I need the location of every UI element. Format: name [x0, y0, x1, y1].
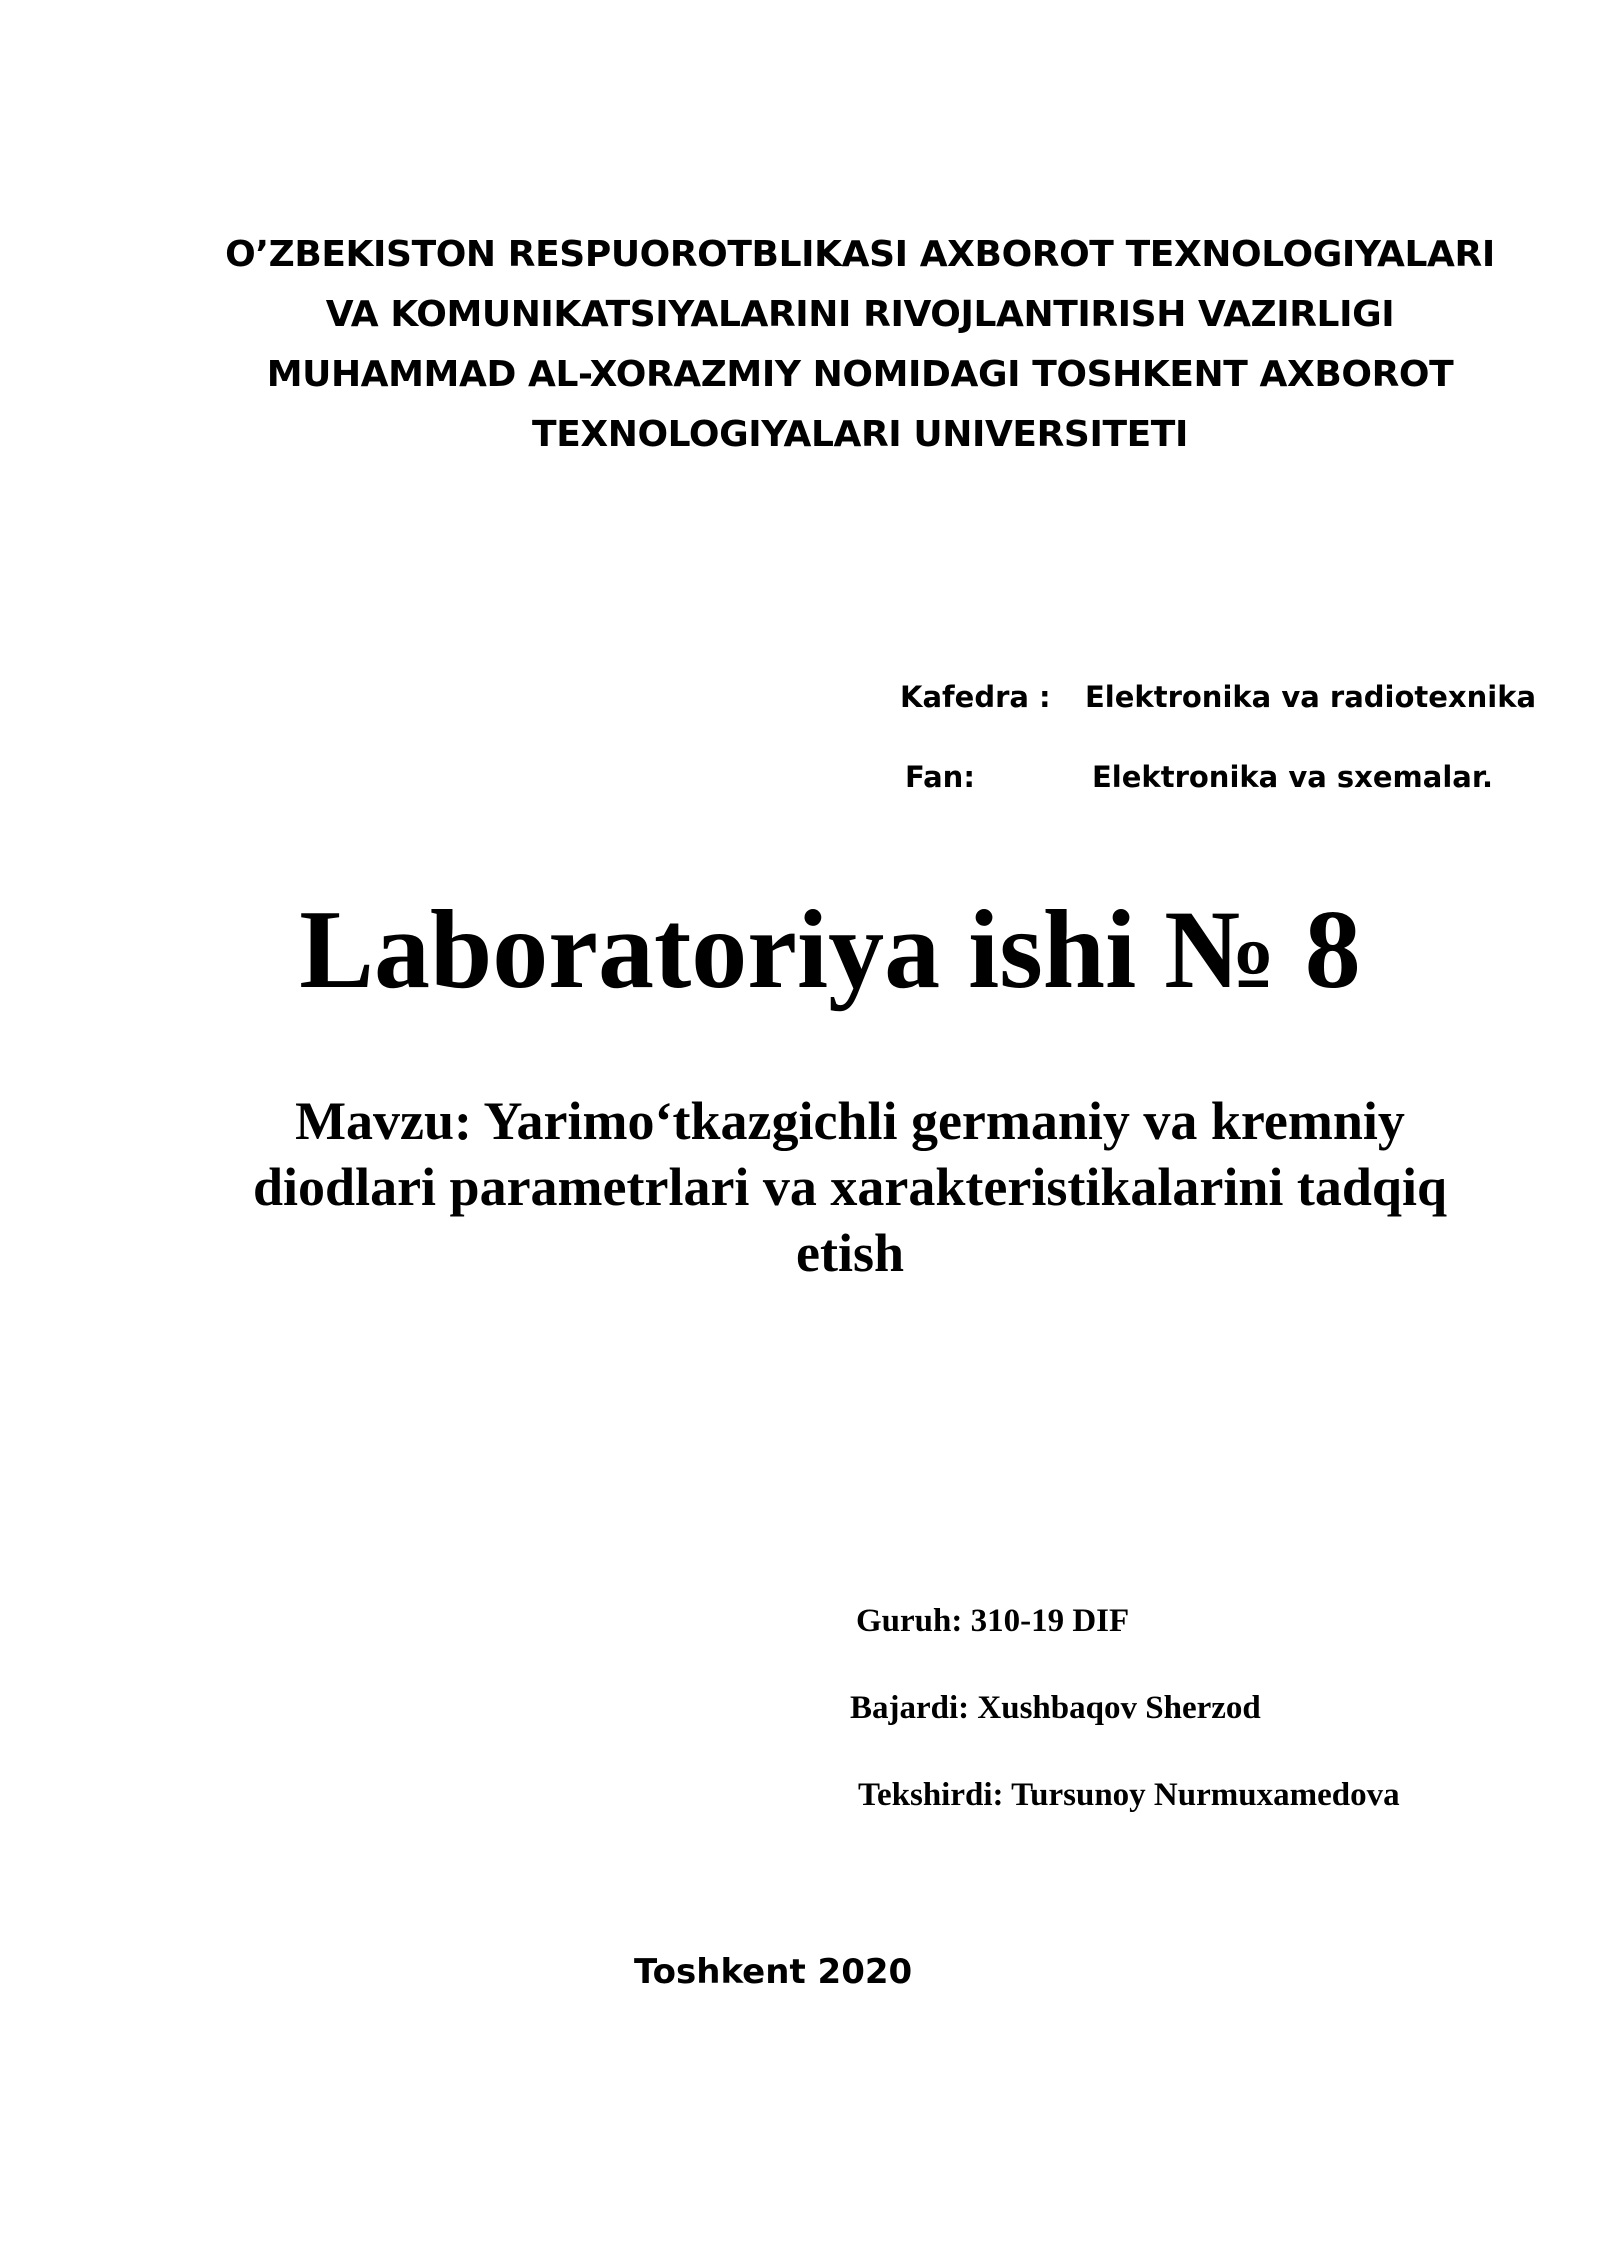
performer-info: Bajardi: Xushbaqov Sherzod	[850, 1690, 1261, 1726]
group-info: Guruh: 310-19 DIF	[856, 1603, 1130, 1639]
header-line: VA KOMUNIKATSIYALARINI RIVOJLANTIRISH VAZIRLIGI	[325, 294, 1395, 335]
header-line: O’ZBEKISTON RESPUOROTBLIKASI AXBOROT TEXNOLOGIYALARI	[225, 234, 1495, 275]
topic-line: diodlari parametrlari va xarakteristikalarini tadqiq	[253, 1157, 1447, 1217]
fan-row	[0, 760, 1600, 800]
checker-info: Tekshirdi: Tursunoy Nurmuxamedova	[858, 1777, 1400, 1813]
topic-line: Mavzu: Yarimo‘tkazgichli germaniy va kremniy	[295, 1091, 1405, 1151]
kafedra-value: Elektronika va radiotexnika	[1085, 680, 1537, 714]
kafedra-row	[0, 680, 1600, 720]
lab-title: Laboratoriya ishi № 8	[299, 888, 1361, 1012]
fan-value: Elektronika va sxemalar.	[1092, 760, 1494, 794]
header-line: MUHAMMAD AL-XORAZMIY NOMIDAGI TOSHKENT AXBOROT	[266, 354, 1454, 395]
institution-header	[180, 225, 1540, 465]
fan-label: Fan:	[905, 760, 975, 794]
topic-line: etish	[796, 1223, 904, 1283]
topic	[150, 1088, 1550, 1286]
city-year: Toshkent 2020	[634, 1952, 913, 1992]
header-line: TEXNOLOGIYALARI UNIVERSITETI	[532, 414, 1188, 455]
kafedra-label: Kafedra :	[900, 680, 1051, 714]
